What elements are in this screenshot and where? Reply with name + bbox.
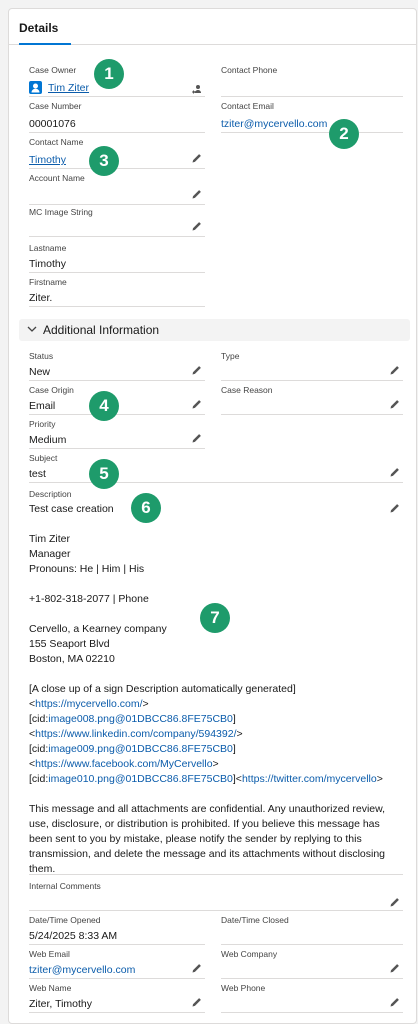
link[interactable]: https://www.facebook.com/MyCervello bbox=[35, 758, 213, 770]
date-opened-field bbox=[29, 915, 205, 945]
desc-line: been sent to you by mistake, please notify the sender by replying to this bbox=[29, 833, 362, 845]
type-label: Type bbox=[221, 351, 240, 361]
annotation-badge: 7 bbox=[200, 603, 230, 633]
text: ]< bbox=[232, 773, 242, 785]
desc-link-line bbox=[29, 728, 243, 740]
link[interactable]: image008.png@01DBCC86.8FE75CB0 bbox=[48, 713, 233, 725]
text: ] bbox=[232, 713, 236, 725]
desc-line: 155 Seaport Blvd bbox=[29, 638, 110, 650]
web-email-value[interactable]: tziter@mycervello.com bbox=[29, 964, 136, 976]
pencil-icon[interactable] bbox=[389, 502, 401, 514]
account-name-label: Account Name bbox=[29, 173, 85, 183]
pencil-icon[interactable] bbox=[389, 962, 401, 974]
case-owner-label: Case Owner bbox=[29, 65, 77, 75]
desc-line: +1-802-318-2077 | Phone bbox=[29, 593, 149, 605]
additional-info-section-header[interactable] bbox=[19, 319, 410, 341]
case-owner-value[interactable]: Tim Ziter bbox=[48, 82, 90, 94]
firstname-value: Ziter. bbox=[29, 292, 53, 304]
text: < bbox=[29, 758, 36, 770]
subject-label: Subject bbox=[29, 453, 58, 463]
desc-line: Manager bbox=[29, 548, 71, 560]
desc-line: Cervello, a Kearney company bbox=[29, 623, 167, 635]
priority-value: Medium bbox=[29, 434, 67, 446]
section-title: Additional Information bbox=[43, 323, 160, 337]
link[interactable]: https://twitter.com/mycervello bbox=[241, 773, 377, 785]
desc-line: This message and all attachments are confidential. Any unauthorized review, bbox=[29, 803, 386, 815]
lastname-label: Lastname bbox=[29, 243, 67, 253]
pencil-icon[interactable] bbox=[389, 466, 401, 478]
pencil-icon[interactable] bbox=[191, 152, 203, 164]
text: > bbox=[142, 698, 149, 710]
lastname-field bbox=[29, 243, 205, 273]
case-reason-label: Case Reason bbox=[221, 385, 273, 395]
pencil-icon[interactable] bbox=[389, 364, 401, 376]
pencil-icon[interactable] bbox=[389, 896, 401, 908]
text: [cid: bbox=[29, 713, 49, 725]
desc-link-line bbox=[29, 743, 236, 755]
pencil-icon[interactable] bbox=[191, 962, 203, 974]
pencil-icon[interactable] bbox=[191, 996, 203, 1008]
chevron-down-icon bbox=[27, 324, 37, 334]
user-avatar-icon bbox=[29, 81, 42, 94]
account-name-field bbox=[29, 173, 205, 205]
case-origin-value: Email bbox=[29, 400, 56, 412]
date-closed-field bbox=[221, 915, 403, 945]
desc-line: Boston, MA 02210 bbox=[29, 653, 115, 665]
contact-email-value[interactable]: tziter@mycervello.com bbox=[221, 118, 328, 130]
status-value: New bbox=[29, 366, 51, 378]
status-field bbox=[29, 351, 205, 381]
tab-bar bbox=[9, 9, 416, 45]
text: ] bbox=[232, 743, 236, 755]
annotation-badge: 2 bbox=[329, 119, 359, 149]
link[interactable]: https://www.linkedin.com/company/594392/ bbox=[35, 728, 237, 740]
subject-field bbox=[29, 453, 403, 483]
text: > bbox=[236, 728, 243, 740]
date-closed-label: Date/Time Closed bbox=[221, 915, 289, 925]
web-email-label: Web Email bbox=[29, 949, 70, 959]
subject-value: test bbox=[29, 468, 46, 480]
description-value: Test case creation bbox=[29, 503, 114, 515]
case-number-value: 00001076 bbox=[29, 118, 76, 130]
contact-email-field bbox=[221, 101, 403, 133]
text: < bbox=[29, 728, 36, 740]
date-opened-label: Date/Time Opened bbox=[29, 915, 101, 925]
internal-comments-field bbox=[29, 881, 403, 911]
text: < bbox=[29, 698, 36, 710]
internal-comments-label: Internal Comments bbox=[29, 881, 101, 891]
lastname-value: Timothy bbox=[29, 258, 66, 270]
case-origin-label: Case Origin bbox=[29, 385, 74, 395]
pencil-icon[interactable] bbox=[389, 398, 401, 410]
firstname-label: Firstname bbox=[29, 277, 67, 287]
priority-field bbox=[29, 419, 205, 449]
firstname-field bbox=[29, 277, 205, 307]
annotation-badge: 1 bbox=[94, 59, 124, 89]
desc-link-line bbox=[29, 698, 149, 710]
change-owner-icon[interactable] bbox=[191, 83, 203, 95]
contact-name-label: Contact Name bbox=[29, 137, 84, 147]
text: [cid: bbox=[29, 773, 49, 785]
date-opened-value: 5/24/2025 8:33 AM bbox=[29, 930, 118, 942]
pencil-icon[interactable] bbox=[191, 188, 203, 200]
mc-image-field bbox=[29, 207, 205, 237]
web-name-field bbox=[29, 983, 205, 1013]
tab-details[interactable]: Details bbox=[19, 21, 71, 45]
contact-name-value[interactable]: Timothy bbox=[29, 154, 66, 166]
desc-link-line bbox=[29, 758, 219, 770]
annotation-badge: 5 bbox=[89, 459, 119, 489]
text: [cid: bbox=[29, 743, 49, 755]
priority-label: Priority bbox=[29, 419, 56, 429]
case-number-field bbox=[29, 101, 205, 133]
web-phone-field bbox=[221, 983, 403, 1013]
desc-link-line bbox=[29, 773, 383, 785]
contact-phone-field bbox=[221, 65, 403, 97]
annotation-badge: 4 bbox=[89, 391, 119, 421]
web-name-value: Ziter, Timothy bbox=[29, 998, 93, 1010]
status-label: Status bbox=[29, 351, 54, 361]
description-label: Description bbox=[29, 489, 72, 499]
contact-phone-label: Contact Phone bbox=[221, 65, 278, 75]
web-company-label: Web Company bbox=[221, 949, 278, 959]
type-field bbox=[221, 351, 403, 381]
web-name-label: Web Name bbox=[29, 983, 72, 993]
web-phone-label: Web Phone bbox=[221, 983, 266, 993]
pencil-icon[interactable] bbox=[389, 996, 401, 1008]
desc-line: them. bbox=[29, 863, 56, 875]
desc-link-line bbox=[29, 713, 236, 725]
pencil-icon[interactable] bbox=[191, 398, 203, 410]
annotation-badge: 3 bbox=[89, 146, 119, 176]
desc-line: transmission, and delete the message and its attachments without disclosing bbox=[29, 848, 386, 860]
desc-line: use, disclosure, or distribution is prohibited. If you believe this message has bbox=[29, 818, 380, 830]
link[interactable]: image010.png@01DBCC86.8FE75CB0 bbox=[48, 773, 233, 785]
desc-line: Tim Ziter bbox=[29, 533, 71, 545]
desc-line: [A close up of a sign Description automatically generated] bbox=[29, 683, 296, 695]
text: > bbox=[376, 773, 383, 785]
mc-image-label: MC Image String bbox=[29, 207, 93, 217]
case-number-label: Case Number bbox=[29, 101, 82, 111]
pencil-icon[interactable] bbox=[191, 432, 203, 444]
pencil-icon[interactable] bbox=[191, 364, 203, 376]
text: > bbox=[212, 758, 219, 770]
case-reason-field bbox=[221, 385, 403, 415]
annotation-badge: 6 bbox=[131, 493, 161, 523]
link[interactable]: https://mycervello.com/ bbox=[35, 698, 143, 710]
web-company-field bbox=[221, 949, 403, 979]
desc-line: Pronouns: He | Him | His bbox=[29, 563, 145, 575]
pencil-icon[interactable] bbox=[191, 220, 203, 232]
link[interactable]: image009.png@01DBCC86.8FE75CB0 bbox=[48, 743, 233, 755]
contact-email-label: Contact Email bbox=[221, 101, 274, 111]
web-email-field bbox=[29, 949, 205, 979]
details-card bbox=[8, 8, 417, 1024]
